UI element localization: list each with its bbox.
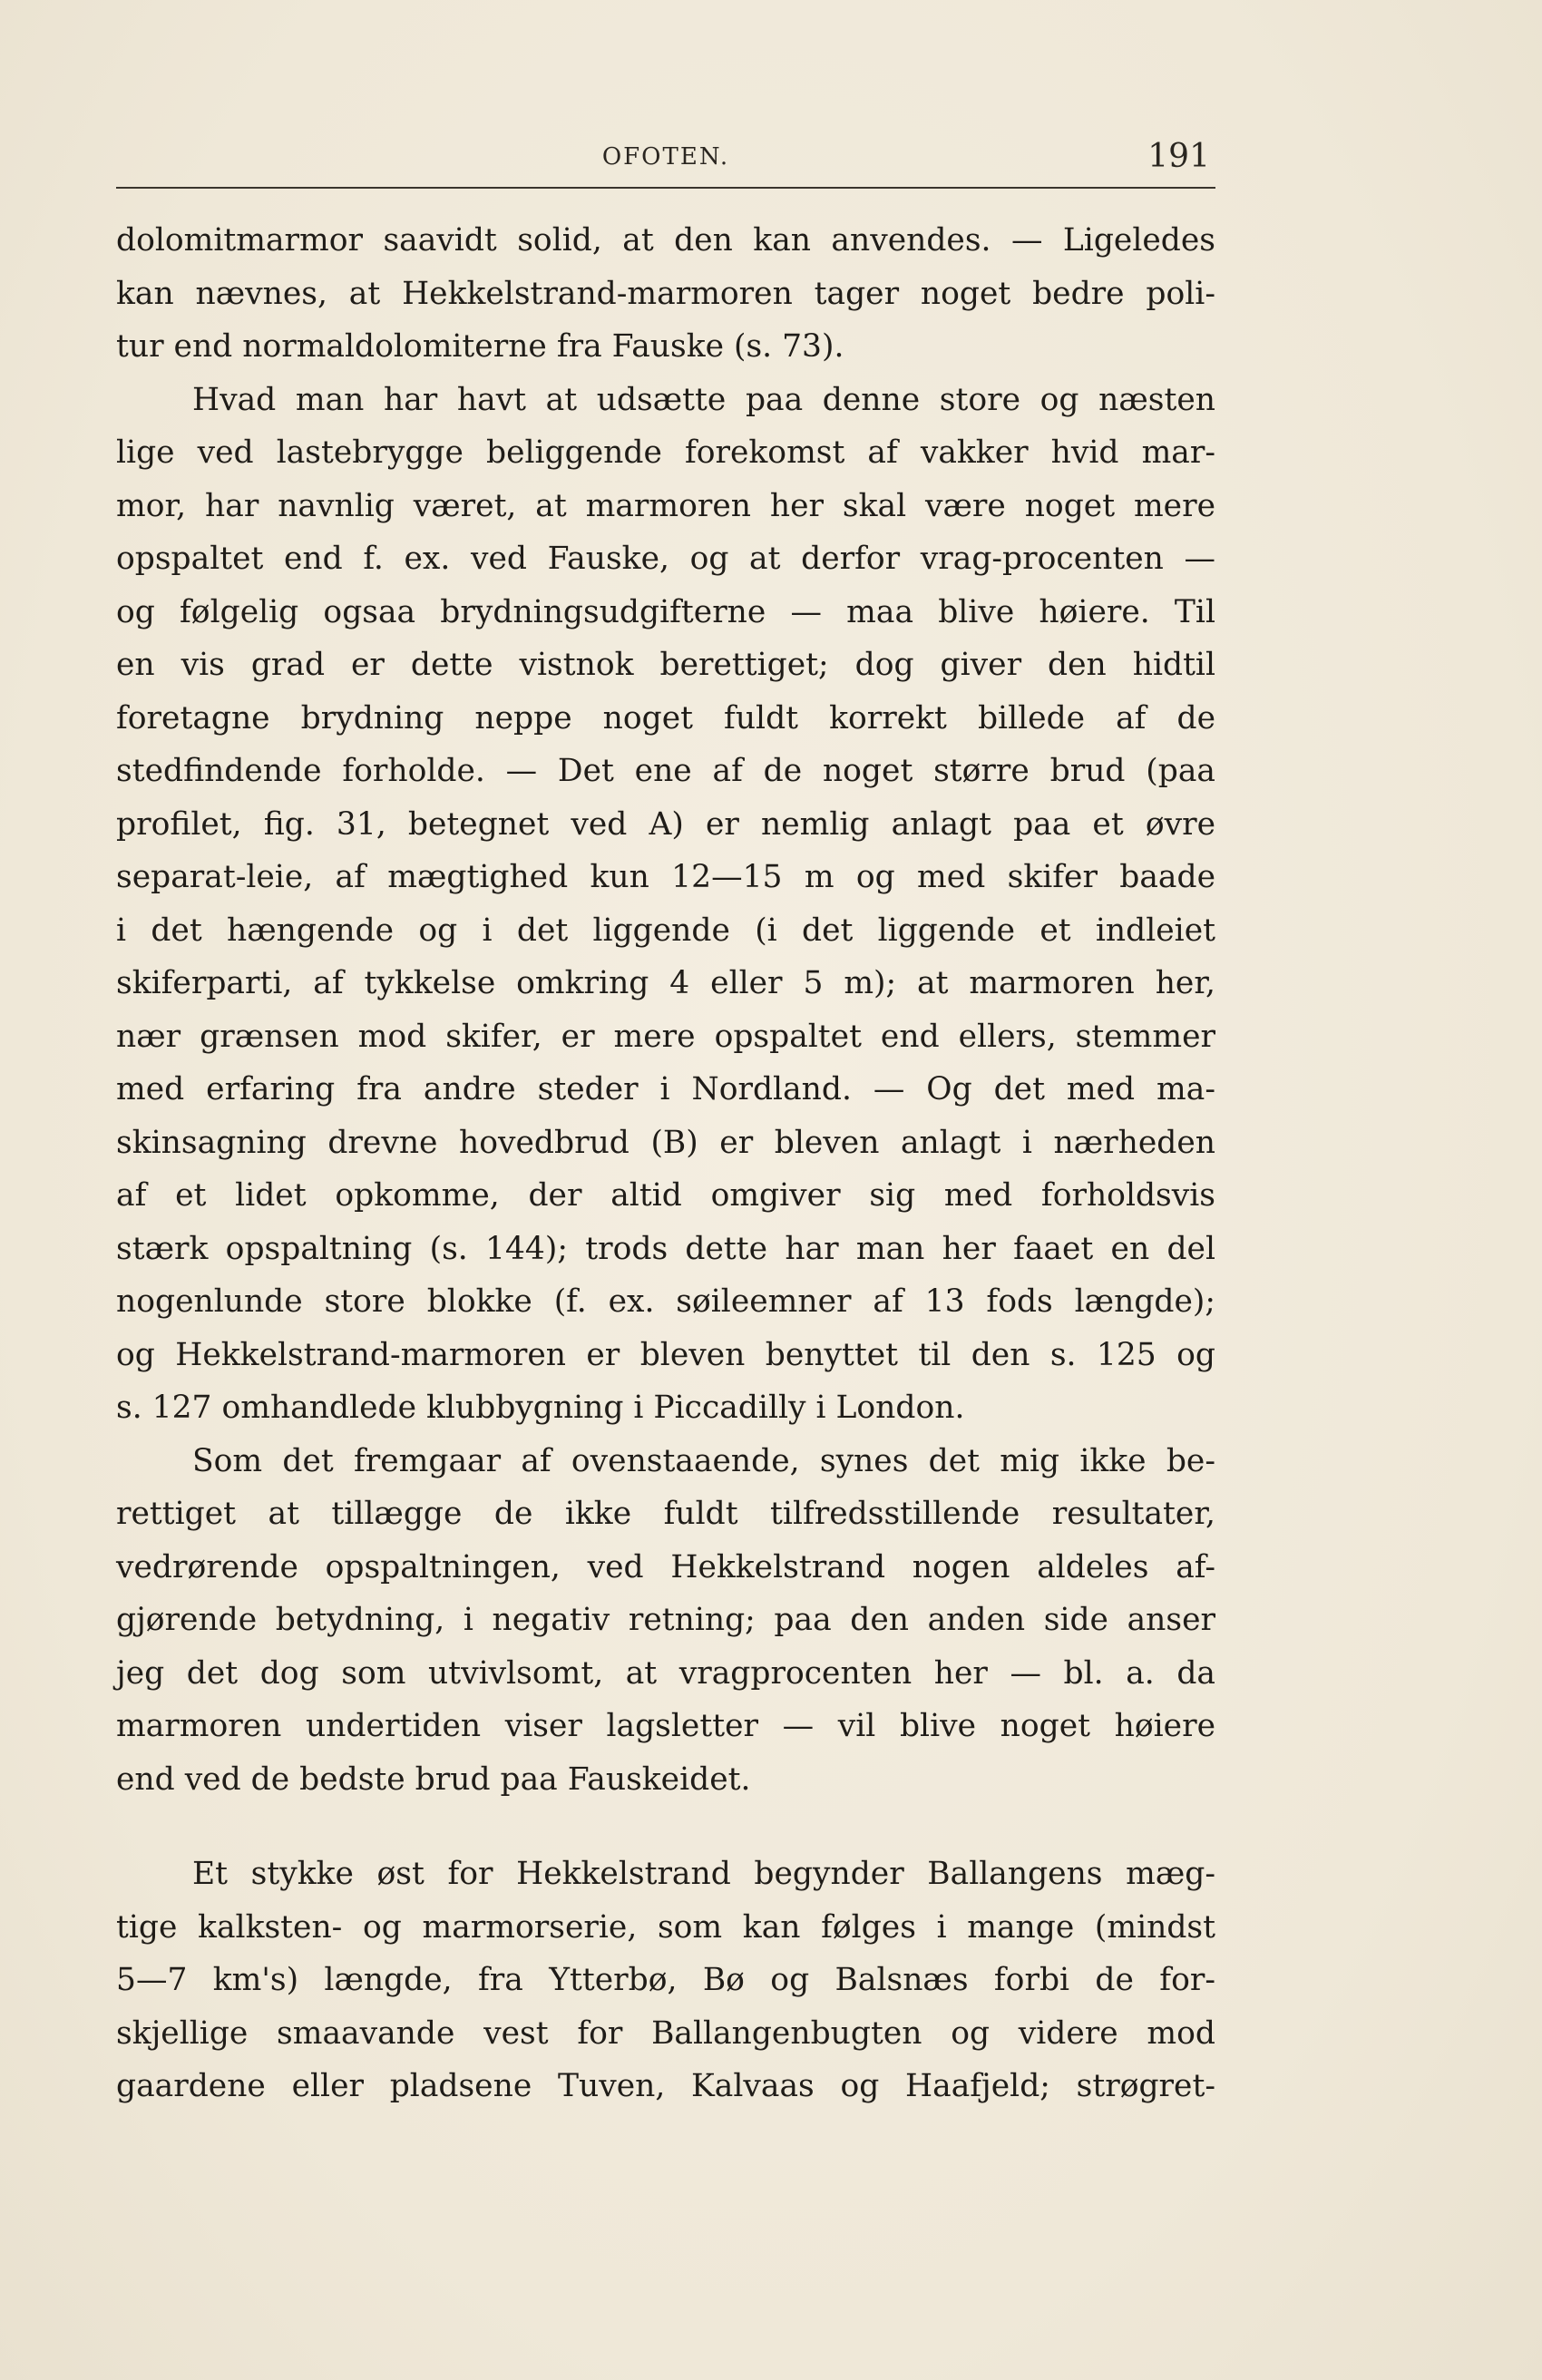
text-line: med erfaring fra andre steder i Nordland. — Og det med ma- xyxy=(116,1071,1215,1107)
text-line: s. 127 omhandlede klubbygning i Piccadilly i London. xyxy=(116,1390,965,1426)
text-line: af et lidet opkomme, der altid omgiver sig med forholdsvis xyxy=(116,1177,1215,1214)
text-line: nær grænsen mod skifer, er mere opspaltet end ellers, stemmer xyxy=(116,1018,1215,1055)
paragraph xyxy=(116,1848,1215,2113)
page-header xyxy=(116,134,1215,180)
text-line: og følgelig ogsaa brydningsudgifterne — maa blive høiere. Til xyxy=(116,593,1215,630)
paragraph xyxy=(116,1435,1215,1807)
text-line: lige ved lastebrygge beliggende forekomst af vakker hvid mar- xyxy=(116,434,1215,471)
text-line: Som det fremgaar af ovenstaaende, synes det mig ikke be- xyxy=(192,1442,1215,1479)
text-line: skjellige smaavande vest for Ballangenbugten og videre mod xyxy=(116,2014,1215,2052)
page-number: 191 xyxy=(1147,138,1210,175)
text-line: en vis grad er dette vistnok berettiget; dog giver den hidtil xyxy=(116,647,1215,683)
text-line: marmoren undertiden viser lagsletter — vil blive noget høiere xyxy=(116,1708,1215,1744)
text-line: rettiget at tillægge de ikke fuldt tilfredsstillende resultater, xyxy=(116,1496,1215,1532)
body-text xyxy=(116,214,1215,2113)
text-line: dolomitmarmor saavidt solid, at den kan anvendes. — Ligeledes xyxy=(116,222,1215,258)
text-line: 5—7 km's) længde, fra Ytterbø, Bø og Balsnæs forbi de for- xyxy=(116,1962,1215,1998)
text-line: kan nævnes, at Hekkelstrand-marmoren tager noget bedre poli- xyxy=(116,275,1215,312)
text-line: profilet, fig. 31, betegnet ved A) er nemlig anlagt paa et øvre xyxy=(116,805,1215,843)
text-line: jeg det dog som utvivlsomt, at vragprocenten her — bl. a. da xyxy=(116,1654,1215,1692)
text-line: i det hængende og i det liggende (i det liggende et indleiet xyxy=(116,912,1215,949)
text-line: stærk opspaltning (s. 144); trods dette har man her faaet en del xyxy=(116,1230,1215,1267)
text-line: stedfindende forholde. — Det ene af de noget større brud (paa xyxy=(116,753,1215,789)
text-line: foretagne brydning neppe noget fuldt korrekt billede af de xyxy=(116,699,1215,736)
text-line: Hvad man har havt at udsætte paa denne store og næsten xyxy=(192,381,1215,418)
text-line: gjørende betydning, i negativ retning; paa den anden side anser xyxy=(116,1602,1215,1638)
text-line: separat-leie, af mægtighed kun 12—15 m og med skifer baade xyxy=(116,859,1215,895)
running-title: OFOTEN. xyxy=(601,143,730,171)
header-rule xyxy=(116,187,1215,189)
text-line: nogenlunde store blokke (f. ex. søileemner af 13 fods længde); xyxy=(116,1283,1215,1320)
text-line: gaardene eller pladsene Tuven, Kalvaas og Haafjeld; strøgret- xyxy=(116,2068,1215,2104)
text-line: Et stykke øst for Hekkelstrand begynder Ballangens mæg- xyxy=(192,1856,1215,1892)
text-line: vedrørende opspaltningen, ved Hekkelstrand nogen aldeles af- xyxy=(116,1548,1215,1585)
text-line: og Hekkelstrand-marmoren er bleven benyttet til den s. 125 og xyxy=(116,1336,1215,1373)
text-line: mor, har navnlig været, at marmoren her skal være noget mere xyxy=(116,487,1215,524)
text-line: skinsagning drevne hovedbrud (B) er bleven anlagt i nærheden xyxy=(116,1124,1215,1161)
text-line: tige kalksten- og marmorserie, som kan følges i mange (mindst xyxy=(116,1908,1215,1946)
section-gap xyxy=(116,1806,1215,1848)
paragraph xyxy=(116,214,1215,374)
text-line: end ved de bedste brud paa Fauskeidet. xyxy=(116,1761,751,1798)
text-line: opspaltet end f. ex. ved Fauske, og at derfor vrag-procenten — xyxy=(116,541,1215,577)
text-line: tur end normaldolomiterne fra Fauske (s. 73). xyxy=(116,328,844,365)
paragraph xyxy=(116,374,1215,1435)
text-line: skiferparti, af tykkelse omkring 4 eller 5 m); at marmoren her, xyxy=(116,965,1215,1001)
